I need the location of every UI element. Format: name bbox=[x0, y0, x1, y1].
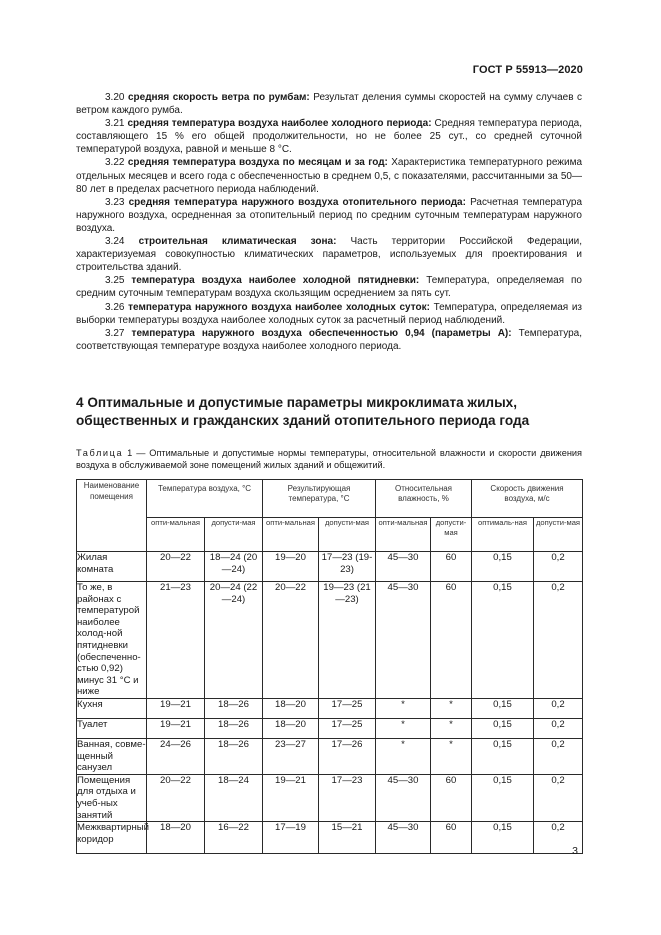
room-name-cell: Туалет bbox=[77, 718, 147, 738]
section-heading bbox=[76, 394, 586, 430]
value-cell: 20—22 bbox=[147, 552, 205, 582]
value-cell: 18—20 bbox=[263, 698, 319, 718]
relative-humidity-header: Относительная влажность, % bbox=[376, 480, 472, 518]
value-cell: 0,15 bbox=[472, 718, 534, 738]
value-cell: 45—30 bbox=[376, 582, 431, 699]
table-caption-label: Таблица bbox=[76, 448, 124, 458]
value-cell: 18—26 bbox=[205, 738, 263, 774]
value-cell: 18—26 bbox=[205, 718, 263, 738]
sub-header-permissible: допусти-мая bbox=[205, 518, 263, 552]
resulting-temperature-header: Результирующая температура, °С bbox=[263, 480, 376, 518]
document-code: ГОСТ Р 55913—2020 bbox=[472, 64, 583, 76]
value-cell: 45—30 bbox=[376, 774, 431, 821]
value-cell: 60 bbox=[431, 582, 472, 699]
table-row bbox=[77, 774, 583, 821]
page-number: 3 bbox=[572, 845, 578, 857]
value-cell: 17—26 bbox=[319, 738, 376, 774]
value-cell: * bbox=[431, 698, 472, 718]
definition-item: 3.22 средняя температура воздуха по месяцам и за год: Характеристика температурного режима отдельных месяцев и всего года с обеспеченностью в среднем 0,5, с показателями, рассчитанными за 50—80 лет в пределах расчетного периода наблюдений. bbox=[76, 157, 583, 195]
value-cell: 20—24 (22—24) bbox=[205, 582, 263, 699]
room-name-cell: Ванная, совме-щенный санузел bbox=[77, 738, 146, 774]
room-name-cell: Жилая комната bbox=[77, 552, 147, 582]
value-cell: 21—23 bbox=[147, 582, 205, 699]
value-cell: 17—19 bbox=[263, 822, 319, 854]
section-title: Оптимальные и допустимые параметры микроклимата жилых, общественных и гражданских зданий отопительного периода года bbox=[76, 395, 530, 428]
value-cell: 19—21 bbox=[263, 774, 319, 821]
value-cell: 17—25 bbox=[319, 698, 376, 718]
value-cell: * bbox=[376, 698, 431, 718]
value-cell: 23—27 bbox=[263, 738, 319, 774]
air-temperature-header: Температура воздуха, °С bbox=[147, 480, 263, 518]
sub-header-permissible: допусти-мая bbox=[319, 518, 376, 552]
value-cell: 19—20 bbox=[263, 552, 319, 582]
definitions-list bbox=[76, 91, 582, 353]
table-caption-number: 1 bbox=[127, 448, 133, 458]
value-cell: 17—25 bbox=[319, 718, 376, 738]
sub-header-permissible: допусти-мая bbox=[431, 518, 472, 552]
definition-item: 3.21 средняя температура воздуха наиболее холодного периода: Средняя температура периода, составляющего 15 % его общей продолжительности, но не более 25 сут., со средней суточной температурой воздуха, равной и меньше 8 °С. bbox=[76, 118, 583, 156]
value-cell: 16—22 bbox=[205, 822, 263, 854]
value-cell: 0,2 bbox=[534, 774, 583, 821]
value-cell: 20—22 bbox=[147, 774, 205, 821]
table-row bbox=[77, 738, 583, 774]
section-number: 4 bbox=[76, 395, 84, 410]
table-row bbox=[77, 698, 583, 718]
table-row bbox=[77, 822, 583, 854]
value-cell: 45—30 bbox=[376, 822, 431, 854]
sub-header-optimal: опти-мальная bbox=[376, 518, 431, 552]
value-cell: 0,15 bbox=[472, 738, 534, 774]
value-cell: * bbox=[431, 738, 472, 774]
value-cell: 18—24 bbox=[205, 774, 263, 821]
value-cell: 0,2 bbox=[534, 552, 583, 582]
sub-header-optimal: оптималь-ная bbox=[472, 518, 534, 552]
definition-item: 3.23 средняя температура наружного воздуха отопительного периода: Расчетная температура наружного воздуха, осредненная за отопительный период по средним суточным температурам наружного воздуха. bbox=[76, 196, 583, 234]
value-cell: 60 bbox=[431, 774, 472, 821]
value-cell: 0,2 bbox=[534, 698, 583, 718]
sub-header-permissible: допусти-мая bbox=[534, 518, 583, 552]
value-cell: 0,15 bbox=[472, 774, 534, 821]
value-cell: 0,15 bbox=[472, 822, 534, 854]
value-cell: 0,2 bbox=[534, 582, 583, 699]
value-cell: 0,15 bbox=[472, 698, 534, 718]
table-row bbox=[77, 552, 583, 582]
value-cell: 0,2 bbox=[534, 738, 583, 774]
room-name-cell: Помещения для отдыха и учеб-ных занятий bbox=[77, 774, 147, 821]
value-cell: 60 bbox=[431, 822, 472, 854]
room-name-header: Наименование помещения bbox=[77, 480, 147, 552]
table-row bbox=[77, 582, 583, 699]
value-cell: * bbox=[376, 738, 431, 774]
definition-item: 3.20 средняя скорость ветра по румбам: Результат деления суммы скоростей на сумму случаев с ветром каждого румба. bbox=[76, 92, 583, 117]
value-cell: 45—30 bbox=[376, 552, 431, 582]
value-cell: 0,2 bbox=[534, 718, 583, 738]
microclimate-norms-table bbox=[76, 479, 583, 854]
value-cell: 15—21 bbox=[319, 822, 376, 854]
value-cell: * bbox=[376, 718, 431, 738]
value-cell: 0,2 bbox=[534, 822, 583, 854]
value-cell: 24—26 bbox=[147, 738, 205, 774]
value-cell: 60 bbox=[431, 552, 472, 582]
sub-header-optimal: опти-мальная bbox=[147, 518, 205, 552]
value-cell: * bbox=[431, 718, 472, 738]
room-name-cell: То же, в районах с температурой наиболее холод-ной пятидневки (обеспеченно-стью 0,92) минус 31 °С и ниже bbox=[77, 582, 147, 699]
value-cell: 19—21 bbox=[147, 698, 205, 718]
table-caption-text: — Оптимальные и допустимые нормы температуры, относительной влажности и скорости движения воздуха в обслуживаемой зоне помещений жилых зданий и общежитий. bbox=[76, 448, 582, 470]
value-cell: 0,15 bbox=[472, 552, 534, 582]
table-caption bbox=[76, 447, 582, 471]
value-cell: 18—20 bbox=[147, 822, 205, 854]
definition-item: 3.27 температура наружного воздуха обеспеченностью 0,94 (параметры А): Температура, соответствующая температуре воздуха наиболее холодного периода. bbox=[76, 327, 583, 352]
definition-item: 3.25 температура воздуха наиболее холодной пятидневки: Температура, определяемая по средним суточным температурам воздуха скользящим осреднением за пять сут. bbox=[76, 275, 582, 300]
table-row bbox=[77, 718, 583, 738]
value-cell: 17—23 bbox=[319, 774, 376, 821]
value-cell: 18—20 bbox=[263, 718, 319, 738]
air-velocity-header: Скорость движения воздуха, м/с bbox=[472, 480, 583, 518]
value-cell: 19—21 bbox=[147, 718, 205, 738]
definition-item: 3.26 температура наружного воздуха наиболее холодных суток: Температура, определяемая из выборки температуры воздуха наиболее холодных суток за расчетный период наблюдений. bbox=[76, 301, 582, 326]
value-cell: 17—23 (19-23) bbox=[319, 552, 376, 582]
value-cell: 20—22 bbox=[263, 582, 319, 699]
value-cell: 18—24 (20—24) bbox=[205, 552, 263, 582]
value-cell: 0,15 bbox=[472, 582, 534, 699]
room-name-cell: Кухня bbox=[77, 698, 147, 718]
value-cell: 19—23 (21—23) bbox=[319, 582, 376, 699]
definition-item: 3.24 строительная климатическая зона: Часть территории Российской Федерации, характеризуемая совокупностью климатических параметров, используемых для проектирования и строительства зданий. bbox=[76, 236, 583, 274]
room-name-cell: Межквартирный коридор bbox=[77, 822, 147, 854]
value-cell: 18—26 bbox=[205, 698, 263, 718]
sub-header-optimal: опти-мальная bbox=[263, 518, 319, 552]
